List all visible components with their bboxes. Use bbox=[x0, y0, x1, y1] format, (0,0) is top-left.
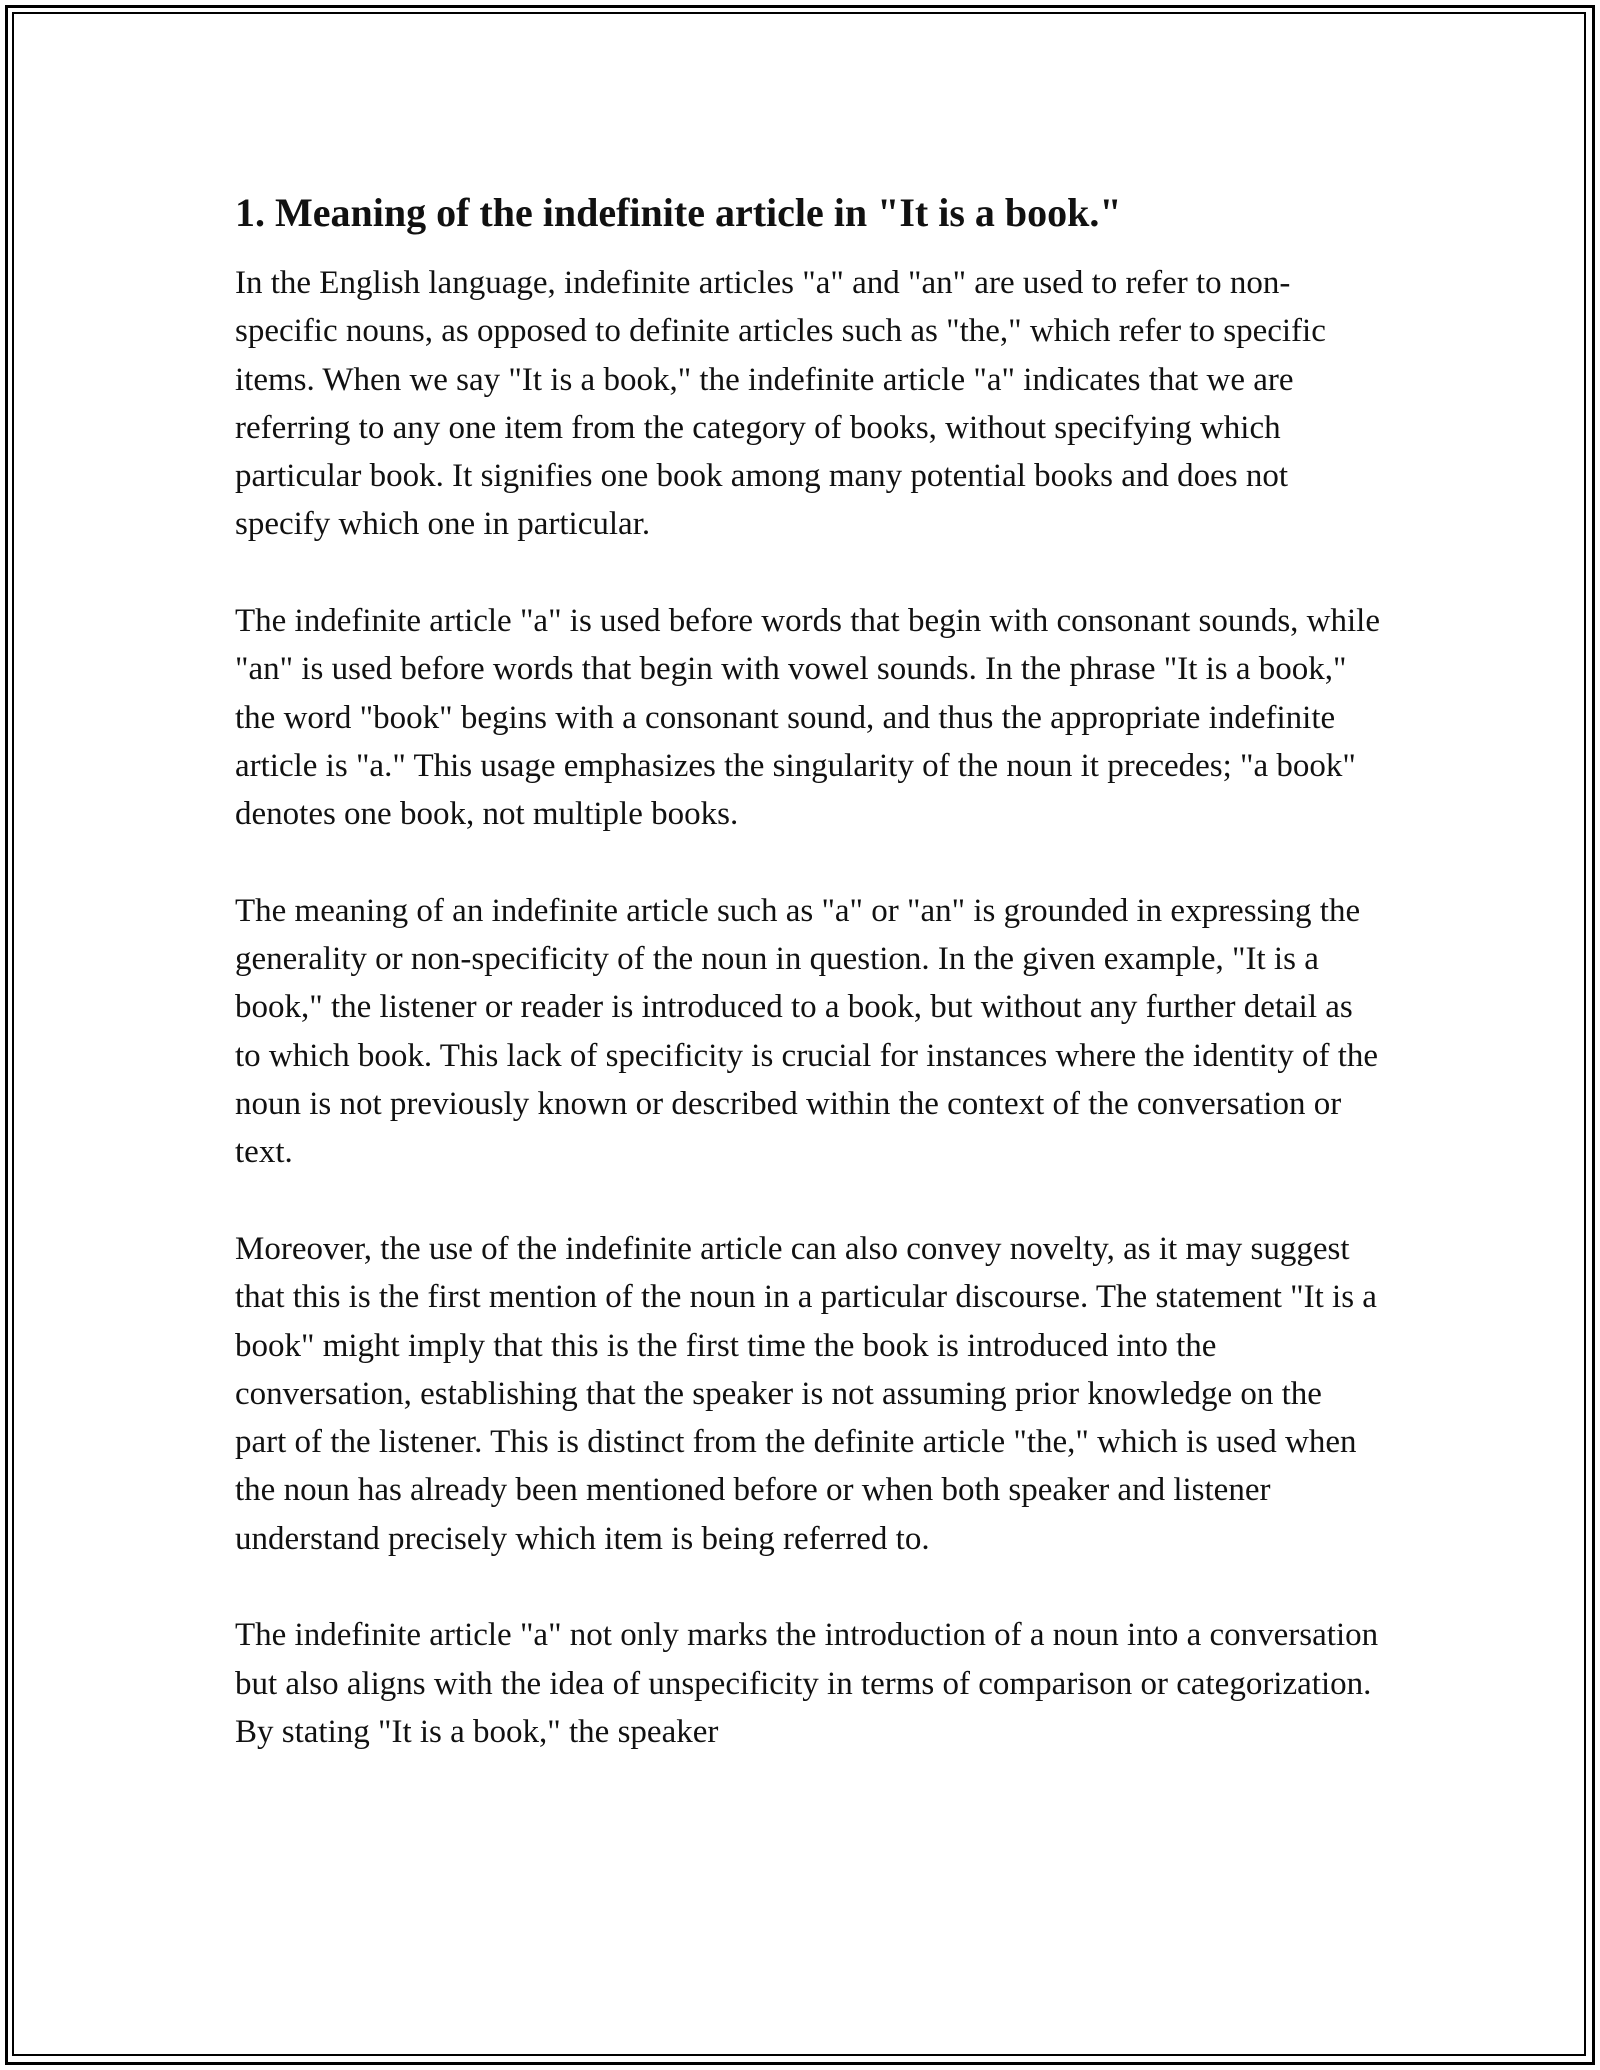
paragraph-1: In the English language, indefinite articles "a" and "an" are used to refer to non-specific nouns, as opposed to definite articles such as "the," which refer to specific items. When we say "It is a book," the indefinite article "a" indicates that we are referring to any one item from the category of books, without specifying which particular book. It signifies one book among many potential books and does not specify which one in particular. bbox=[235, 265, 1326, 543]
paragraph-2: The indefinite article "a" is used before words that begin with consonant sounds, while "an" is used before words that begin with vowel sounds. In the phrase "It is a book," the word "book" begins with a consonant sound, and thus the appropriate indefinite article is "a." This usage emphasizes the singularity of the noun it precedes; "a book" denotes one book, not multiple books. bbox=[235, 603, 1380, 833]
paragraph-5: The indefinite article "a" not only marks the introduction of a noun into a conversation but also aligns with the idea of unspecificity in terms of comparison or categorization. By stating "It is a book," the speaker bbox=[235, 1617, 1379, 1750]
paragraph-4: Moreover, the use of the indefinite article can also convey novelty, as it may suggest that this is the first mention of the noun in a particular discourse. The statement "It is a book" might imply that this is the first time the book is introduced into the conversation, establishing that the speaker is not assuming prior knowledge on the part of the listener. This is distinct from the definite article "the," which is used when the noun has already been mentioned before or when both speaker and listener understand precisely which item is being referred to. bbox=[235, 1230, 1377, 1557]
paragraph-3: The meaning of an indefinite article such as "a" or "an" is grounded in expressing the generality or non-specificity of the noun in question. In the given example, "It is a book," the listener or reader is introduced to a book, but without any further detail as to which book. This lack of specificity is crucial for instances where the identity of the noun is not previously known or described within the context of the conversation or text. bbox=[235, 892, 1379, 1171]
document-body bbox=[235, 185, 1380, 1805]
section-heading: 1. Meaning of the indefinite article in "It is a book." bbox=[235, 190, 1122, 235]
